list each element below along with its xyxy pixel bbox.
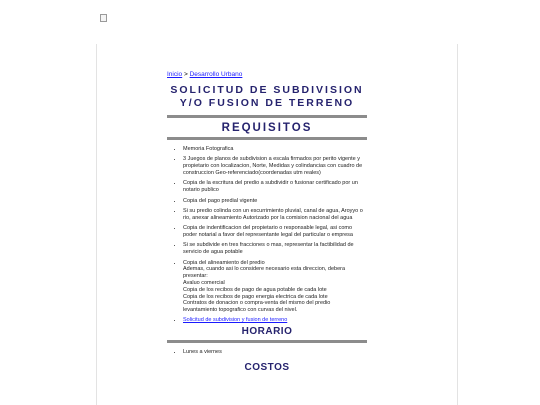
list-item: • Si su predio colinda con un escurrimiento pluvial, canal de agua, Aroyyo o rio, anexar alineamiento Autorizado por la comision nacional del agua xyxy=(183,208,367,222)
page-frame-left-border xyxy=(96,44,97,405)
list-item: • Copia del alineamiento del predio Ademas, cuando asi lo considere necesario esta direccion, debera presentar: Avaluo comercial Copia de los recibos de pago de agua potable de cada lote Copia de los recibos de pago energia electrica de cada lote Contratos de donacion o compra-venta del mismo del predio levantamiento topografico con curvas del nivel. xyxy=(183,260,367,314)
breadcrumb-separator: > xyxy=(182,71,190,78)
requisitos-list xyxy=(167,146,367,324)
title-divider-bar xyxy=(167,115,367,118)
list-item: • Copia de la escritura del predio a subdividir o fusionar certificado por un notario publico xyxy=(183,180,367,194)
list-item: • Si se subdivide en tres fracciones o mas, representar la factibilidad de servicio de agua potable xyxy=(183,242,367,256)
page-frame-right-border xyxy=(457,44,458,405)
requisitos-divider-bar xyxy=(167,137,367,140)
horario-list xyxy=(167,349,367,356)
list-item-link xyxy=(183,317,367,324)
breadcrumb-current-link[interactable]: Desarrollo Urbano xyxy=(189,71,243,78)
page-title: SOLICITUD DE SUBDIVISION Y/O FUSION DE TERRENO xyxy=(170,84,364,109)
breadcrumb-home-link[interactable]: Inicio xyxy=(167,71,183,78)
breadcrumb xyxy=(167,70,367,79)
main-content xyxy=(167,70,367,376)
list-item: • Copia del pago predial vigente xyxy=(183,198,367,205)
horario-divider-bar xyxy=(167,340,367,343)
costos-heading: COSTOS xyxy=(244,362,290,374)
solicitud-download-link[interactable]: Solicitud de subdivision y fusion de terreno xyxy=(183,317,288,324)
list-item: • 3 Juegos de planos de subdivision a escala firmados por perito vigente y propietario con localizacion, Norte, Medidas y colindancias con cuadro de construccion Geo-referenciado(coordenadas utm reales) xyxy=(183,156,367,176)
requisitos-heading: REQUISITOS xyxy=(221,122,313,134)
list-item: • Memoria Fotografica xyxy=(183,146,367,153)
header-image xyxy=(100,14,107,22)
list-item: • Copia de indentificacion del propietario o responsable legal, asi como poder notarial a favor del representante legal del particular o empresa xyxy=(183,225,367,239)
horario-heading: HORARIO xyxy=(241,326,293,338)
list-item: • Lunes a viernes xyxy=(183,349,367,356)
